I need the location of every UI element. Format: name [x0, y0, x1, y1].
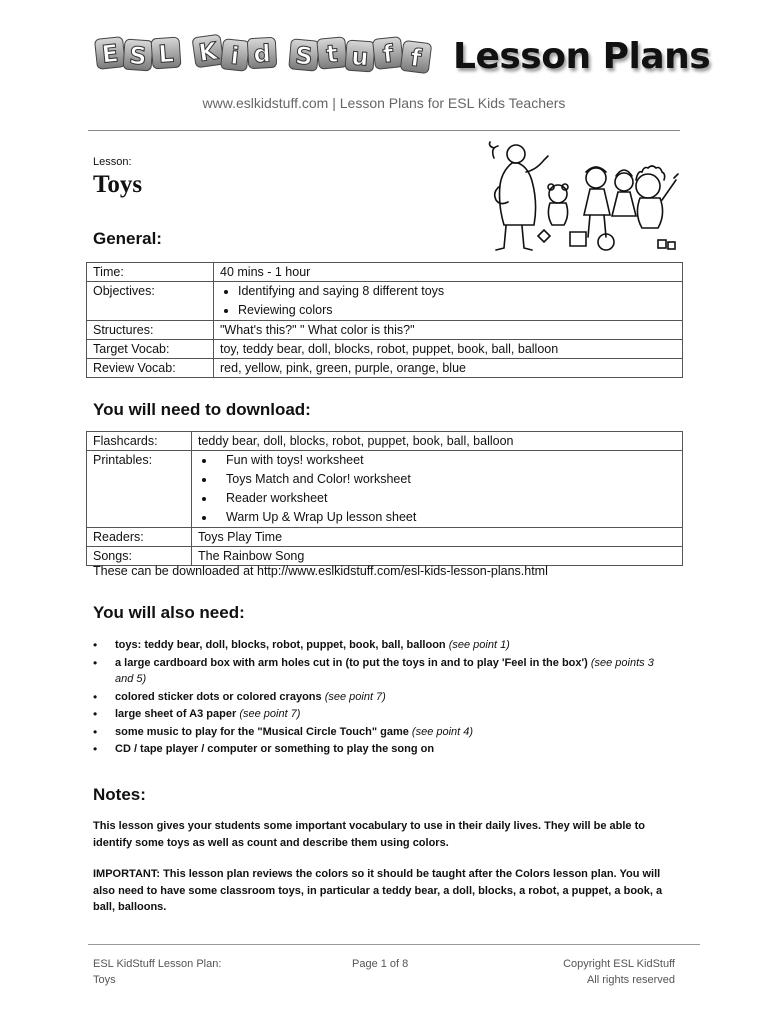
notes-important-paragraph: IMPORTANT: This lesson plan reviews the colors so it should be taught after the Colors lesson plan. You will also need to have some classroom toys, in particular a teddy bear, a doll, blocks, a robot, a puppet, a book, a ball, balloons.	[93, 868, 663, 913]
table-row	[87, 340, 683, 359]
row-label: Songs:	[87, 547, 192, 566]
svg-text:L: L	[157, 39, 175, 69]
row-label: Objectives:	[87, 282, 214, 321]
esl-kidstuff-logo	[92, 28, 442, 88]
notes-heading: Notes:	[93, 785, 146, 804]
svg-text:S: S	[128, 41, 148, 71]
table-row	[87, 263, 683, 282]
svg-text:d: d	[252, 39, 272, 69]
lesson-plans-title: Lesson Plans	[453, 36, 711, 77]
page-number: Page 1 of 8	[352, 958, 409, 970]
row-label: Review Vocab:	[87, 359, 214, 378]
teacher-and-kids-illustration	[478, 136, 684, 256]
list-item: • Identifying and saying 8 different toys	[238, 282, 676, 301]
svg-text:S: S	[294, 41, 314, 71]
table-row	[87, 547, 683, 566]
table-row	[87, 528, 683, 547]
svg-text:f: f	[381, 39, 395, 69]
row-label: Flashcards:	[87, 432, 192, 451]
svg-text:f: f	[408, 43, 423, 73]
row-value: red, yellow, pink, green, purple, orange, blue	[214, 359, 683, 378]
objectives-list-cell	[214, 282, 683, 321]
footer-copyright: Copyright ESL KidStuff All rights reserved	[563, 958, 675, 986]
table-row	[87, 432, 683, 451]
row-label: Time:	[87, 263, 214, 282]
list-item: • large sheet of A3 paper (see point 7)	[93, 706, 673, 723]
svg-text:i: i	[229, 41, 241, 71]
row-label: Structures:	[87, 321, 214, 340]
list-item: • CD / tape player / computer or something to play the song on	[93, 741, 673, 758]
list-item: • Toys Match and Color! worksheet	[216, 470, 676, 489]
row-value: "What's this?" " What color is this?"	[214, 321, 683, 340]
download-table	[86, 431, 683, 566]
table-row	[87, 451, 683, 528]
row-label: Readers:	[87, 528, 192, 547]
printables-list-cell	[192, 451, 683, 528]
table-row	[87, 282, 683, 321]
footer-divider	[88, 944, 700, 945]
list-item: • colored sticker dots or colored crayons (see point 7)	[93, 689, 673, 706]
materials-list	[93, 637, 673, 759]
lesson-label: Lesson:	[93, 156, 132, 168]
download-heading: You will need to download:	[93, 400, 311, 419]
site-tagline: www.eslkidstuff.com | Lesson Plans for ESL Kids Teachers	[202, 95, 566, 111]
row-value: teddy bear, doll, blocks, robot, puppet, book, ball, balloon	[192, 432, 683, 451]
download-link-note: These can be downloaded at http://www.eslkidstuff.com/esl-kids-lesson-plans.html	[93, 564, 548, 578]
lesson-title: Toys	[93, 171, 143, 198]
row-value: 40 mins - 1 hour	[214, 263, 683, 282]
svg-text:u: u	[350, 42, 370, 72]
table-row	[87, 321, 683, 340]
list-item: • Reader worksheet	[216, 489, 676, 508]
svg-text:E: E	[100, 39, 120, 69]
list-item: • toys: teddy bear, doll, blocks, robot, puppet, book, ball, balloon (see point 1)	[93, 637, 673, 654]
list-item: • Reviewing colors	[238, 301, 676, 320]
row-label: Printables:	[87, 451, 192, 528]
list-item: • some music to play for the "Musical Circle Touch" game (see point 4)	[93, 724, 673, 741]
general-info-table	[86, 262, 683, 378]
list-item: • Warm Up & Wrap Up lesson sheet	[216, 508, 676, 527]
row-label: Target Vocab:	[87, 340, 214, 359]
notes-paragraph: This lesson gives your students some important vocabulary to use in their daily lives. They will be able to identify some toys as well as count and describe them using colors.	[93, 820, 645, 849]
row-value: Toys Play Time	[192, 528, 683, 547]
general-heading: General:	[93, 229, 162, 248]
svg-text:t: t	[325, 39, 340, 69]
header-divider	[88, 130, 680, 131]
row-value: The Rainbow Song	[192, 547, 683, 566]
table-row	[87, 359, 683, 378]
svg-text:K: K	[196, 36, 220, 68]
row-value: toy, teddy bear, doll, blocks, robot, puppet, book, ball, balloon	[214, 340, 683, 359]
also-need-heading: You will also need:	[93, 603, 245, 622]
list-item: • Fun with toys! worksheet	[216, 451, 676, 470]
list-item: • a large cardboard box with arm holes cut in (to put the toys in and to play 'Feel in the box') (see points 3 and 5)	[93, 655, 673, 688]
footer-lesson-name: ESL KidStuff Lesson Plan: Toys	[93, 958, 222, 986]
